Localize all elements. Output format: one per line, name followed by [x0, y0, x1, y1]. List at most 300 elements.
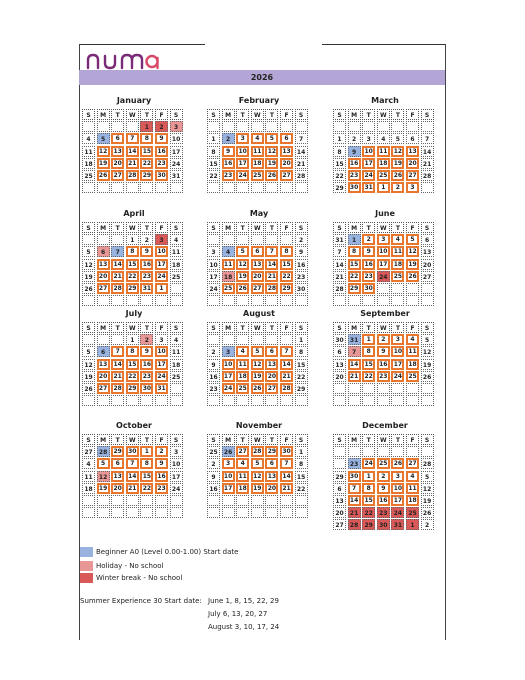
day-cell: 30	[377, 519, 390, 530]
empty-cell	[82, 121, 95, 132]
day-cell: 22	[280, 271, 293, 282]
day-cell: 15	[348, 259, 361, 270]
day-cell: 8	[280, 246, 293, 257]
day-cell: 28	[265, 283, 278, 294]
day-cell: 8	[362, 346, 375, 357]
day-cell: 27	[406, 170, 419, 181]
empty-cell	[170, 395, 183, 406]
day-cell: 1	[155, 283, 168, 294]
day-cell: 16	[207, 483, 220, 494]
day-cell: 6	[333, 483, 346, 494]
day-cell: 2	[295, 234, 308, 245]
day-cell: 31	[333, 234, 346, 245]
day-cell: 20	[97, 371, 110, 382]
day-cell: 28	[421, 170, 434, 181]
day-cell: 6	[97, 246, 110, 257]
weekday-header: W	[377, 109, 390, 120]
day-cell: 27	[97, 383, 110, 394]
empty-cell	[348, 121, 361, 132]
day-cell: 13	[265, 471, 278, 482]
day-cell: 14	[421, 146, 434, 157]
day-cell: 6	[97, 346, 110, 357]
empty-cell	[348, 295, 361, 306]
day-cell: 15	[207, 158, 220, 169]
empty-cell	[265, 395, 278, 406]
day-cell: 12	[421, 483, 434, 494]
day-cell: 22	[140, 483, 153, 494]
day-cell: 1	[295, 334, 308, 345]
day-cell: 12	[265, 146, 278, 157]
month-title: February	[238, 96, 280, 105]
day-cell: 25	[170, 371, 183, 382]
weekday-header: F	[155, 109, 168, 120]
day-cell: 11	[391, 246, 404, 257]
day-cell: 29	[140, 170, 153, 181]
day-cell: 12	[406, 246, 419, 257]
weekday-header: F	[406, 322, 419, 333]
day-cell: 26	[82, 383, 95, 394]
day-cell: 24	[391, 507, 404, 518]
weekday-header: S	[82, 434, 95, 445]
day-cell: 25	[82, 170, 95, 181]
day-cell: 16	[207, 371, 220, 382]
day-cell: 11	[82, 146, 95, 157]
day-cell: 8	[295, 346, 308, 357]
day-cell: 30	[140, 383, 153, 394]
weekday-header: S	[207, 109, 220, 120]
day-cell: 31	[170, 170, 183, 181]
empty-cell	[280, 121, 293, 132]
weekday-header: W	[377, 434, 390, 445]
day-cell: 10	[207, 259, 220, 270]
day-cell: 13	[333, 359, 346, 370]
day-cell: 26	[251, 383, 264, 394]
day-cell: 13	[97, 259, 110, 270]
day-cell: 5	[236, 246, 249, 257]
weekday-header: M	[348, 109, 361, 120]
day-cell: 18	[406, 359, 419, 370]
day-cell: 11	[170, 346, 183, 357]
empty-cell	[236, 334, 249, 345]
day-cell: 2	[377, 334, 390, 345]
empty-cell	[280, 495, 293, 506]
weekday-header: S	[207, 434, 220, 445]
empty-cell	[362, 446, 375, 457]
empty-cell	[377, 283, 390, 294]
day-cell: 12	[391, 146, 404, 157]
day-cell: 21	[295, 158, 308, 169]
day-cell: 21	[265, 271, 278, 282]
empty-cell	[265, 295, 278, 306]
empty-cell	[222, 182, 235, 193]
legend-label: Holiday - No school	[96, 562, 164, 570]
day-cell: 17	[170, 146, 183, 157]
weekday-header: T	[391, 222, 404, 233]
month-title: January	[116, 96, 152, 105]
day-cell: 26	[391, 458, 404, 469]
weekday-header: T	[140, 434, 153, 445]
day-cell: 3	[222, 458, 235, 469]
weekday-header: W	[251, 222, 264, 233]
day-cell: 7	[111, 346, 124, 357]
day-cell: 1	[362, 334, 375, 345]
day-cell: 29	[295, 383, 308, 394]
day-cell: 19	[82, 271, 95, 282]
day-cell: 1	[406, 519, 419, 530]
day-cell: 28	[295, 170, 308, 181]
day-cell: 25	[222, 283, 235, 294]
weekday-header: T	[391, 109, 404, 120]
weekday-header: S	[207, 322, 220, 333]
empty-cell	[406, 283, 419, 294]
empty-cell	[391, 121, 404, 132]
weekday-header: S	[421, 109, 434, 120]
day-cell: 9	[155, 458, 168, 469]
empty-cell	[295, 295, 308, 306]
day-cell: 16	[377, 359, 390, 370]
weekday-header: S	[207, 222, 220, 233]
empty-cell	[82, 295, 95, 306]
empty-cell	[265, 495, 278, 506]
empty-cell	[421, 295, 434, 306]
day-cell: 27	[280, 170, 293, 181]
empty-cell	[207, 395, 220, 406]
weekday-header: M	[348, 222, 361, 233]
day-cell: 29	[126, 383, 139, 394]
day-cell: 3	[236, 133, 249, 144]
day-cell: 3	[406, 182, 419, 193]
day-cell: 3	[222, 346, 235, 357]
day-cell: 13	[251, 259, 264, 270]
weekday-header: S	[421, 322, 434, 333]
day-cell: 17	[391, 495, 404, 506]
weekday-header: T	[236, 109, 249, 120]
day-cell: 3	[155, 334, 168, 345]
weekday-header: F	[406, 434, 419, 445]
empty-cell	[222, 395, 235, 406]
day-cell: 22	[348, 271, 361, 282]
empty-cell	[406, 383, 419, 394]
empty-cell	[348, 446, 361, 457]
day-cell: 30	[348, 471, 361, 482]
day-cell: 15	[333, 158, 346, 169]
day-cell: 2	[391, 182, 404, 193]
weekday-header: M	[222, 322, 235, 333]
day-cell: 14	[111, 259, 124, 270]
day-cell: 3	[155, 234, 168, 245]
day-cell: 7	[265, 246, 278, 257]
day-cell: 8	[333, 146, 346, 157]
weekday-header: F	[280, 322, 293, 333]
empty-cell	[170, 495, 183, 506]
empty-cell	[251, 234, 264, 245]
day-cell: 27	[236, 446, 249, 457]
day-cell: 16	[362, 259, 375, 270]
empty-cell	[222, 295, 235, 306]
day-cell: 17	[377, 259, 390, 270]
day-cell: 19	[97, 483, 110, 494]
day-cell: 31	[140, 283, 153, 294]
empty-cell	[97, 295, 110, 306]
empty-cell	[236, 182, 249, 193]
day-cell: 11	[222, 259, 235, 270]
day-cell: 21	[280, 483, 293, 494]
empty-cell	[362, 295, 375, 306]
empty-cell	[236, 295, 249, 306]
day-cell: 18	[82, 158, 95, 169]
empty-cell	[82, 234, 95, 245]
weekday-header: F	[280, 222, 293, 233]
day-cell: 2	[155, 121, 168, 132]
empty-cell	[111, 295, 124, 306]
day-cell: 6	[406, 133, 419, 144]
day-cell: 26	[82, 283, 95, 294]
weekday-header: T	[111, 322, 124, 333]
day-cell: 21	[348, 371, 361, 382]
day-cell: 23	[140, 371, 153, 382]
empty-cell	[377, 121, 390, 132]
day-cell: 13	[280, 146, 293, 157]
day-cell: 25	[251, 170, 264, 181]
day-cell: 30	[295, 283, 308, 294]
day-cell: 16	[377, 495, 390, 506]
day-cell: 2	[207, 346, 220, 357]
empty-cell	[333, 395, 346, 406]
empty-cell	[406, 295, 419, 306]
day-cell: 17	[362, 158, 375, 169]
day-cell: 20	[421, 259, 434, 270]
day-cell: 8	[295, 458, 308, 469]
day-cell: 2	[155, 446, 168, 457]
day-cell: 26	[421, 507, 434, 518]
day-cell: 12	[97, 471, 110, 482]
day-cell: 29	[348, 283, 361, 294]
weekday-header: F	[155, 434, 168, 445]
day-cell: 9	[207, 471, 220, 482]
day-cell: 23	[377, 371, 390, 382]
empty-cell	[236, 234, 249, 245]
weekday-header: F	[280, 109, 293, 120]
day-cell: 7	[348, 483, 361, 494]
day-cell: 31	[348, 334, 361, 345]
day-cell: 17	[207, 271, 220, 282]
day-cell: 19	[421, 359, 434, 370]
day-cell: 14	[126, 471, 139, 482]
day-cell: 4	[406, 334, 419, 345]
empty-cell	[140, 395, 153, 406]
day-cell: 19	[421, 495, 434, 506]
empty-cell	[295, 182, 308, 193]
weekday-header: S	[170, 109, 183, 120]
weekday-header: S	[170, 322, 183, 333]
day-cell: 15	[126, 259, 139, 270]
month-title: July	[125, 309, 143, 318]
day-cell: 8	[140, 458, 153, 469]
day-cell: 2	[222, 133, 235, 144]
empty-cell	[222, 495, 235, 506]
day-cell: 10	[236, 146, 249, 157]
day-cell: 19	[236, 271, 249, 282]
weekday-header: F	[406, 109, 419, 120]
day-cell: 17	[155, 359, 168, 370]
day-cell: 26	[97, 170, 110, 181]
day-cell: 22	[362, 371, 375, 382]
day-cell: 6	[265, 346, 278, 357]
weekday-header: T	[140, 322, 153, 333]
empty-cell	[111, 234, 124, 245]
day-cell: 15	[295, 471, 308, 482]
empty-cell	[207, 121, 220, 132]
day-cell: 11	[82, 471, 95, 482]
day-cell: 7	[126, 133, 139, 144]
empty-cell	[97, 395, 110, 406]
day-cell: 19	[265, 158, 278, 169]
month-title: March	[371, 96, 399, 105]
day-cell: 11	[236, 471, 249, 482]
day-cell: 14	[111, 359, 124, 370]
day-cell: 22	[126, 371, 139, 382]
empty-cell	[207, 295, 220, 306]
day-cell: 6	[111, 458, 124, 469]
weekday-header: S	[82, 109, 95, 120]
day-cell: 4	[82, 133, 95, 144]
weekday-header: M	[348, 322, 361, 333]
empty-cell	[295, 507, 308, 518]
empty-cell	[406, 395, 419, 406]
weekday-header: S	[295, 222, 308, 233]
empty-cell	[97, 507, 110, 518]
weekday-header: T	[362, 222, 375, 233]
day-cell: 5	[421, 471, 434, 482]
day-cell: 25	[236, 383, 249, 394]
weekday-header: W	[251, 322, 264, 333]
day-cell: 14	[348, 359, 361, 370]
day-cell: 18	[391, 259, 404, 270]
day-cell: 20	[265, 483, 278, 494]
day-cell: 7	[295, 133, 308, 144]
empty-cell	[155, 507, 168, 518]
day-cell: 10	[222, 471, 235, 482]
empty-cell	[236, 121, 249, 132]
day-cell: 2	[348, 133, 361, 144]
day-cell: 23	[140, 271, 153, 282]
day-cell: 20	[333, 507, 346, 518]
day-cell: 18	[236, 371, 249, 382]
day-cell: 12	[97, 146, 110, 157]
day-cell: 24	[155, 371, 168, 382]
day-cell: 22	[295, 371, 308, 382]
empty-cell	[265, 121, 278, 132]
empty-cell	[111, 121, 124, 132]
empty-cell	[265, 234, 278, 245]
weekday-header: W	[251, 109, 264, 120]
empty-cell	[82, 495, 95, 506]
day-cell: 21	[333, 271, 346, 282]
day-cell: 10	[377, 246, 390, 257]
day-cell: 27	[406, 458, 419, 469]
weekday-header: F	[155, 222, 168, 233]
weekday-header: M	[348, 434, 361, 445]
empty-cell	[421, 383, 434, 394]
day-cell: 20	[265, 371, 278, 382]
empty-cell	[391, 283, 404, 294]
day-cell: 26	[236, 283, 249, 294]
empty-cell	[140, 507, 153, 518]
day-cell: 25	[377, 170, 390, 181]
day-cell: 4	[236, 346, 249, 357]
day-cell: 7	[126, 458, 139, 469]
day-cell: 28	[251, 446, 264, 457]
empty-cell	[280, 295, 293, 306]
day-cell: 25	[406, 507, 419, 518]
day-cell: 21	[111, 271, 124, 282]
day-cell: 10	[155, 346, 168, 357]
day-cell: 3	[391, 471, 404, 482]
day-cell: 5	[391, 133, 404, 144]
day-cell: 4	[170, 334, 183, 345]
day-cell: 27	[97, 283, 110, 294]
day-cell: 23	[377, 507, 390, 518]
day-cell: 3	[362, 133, 375, 144]
empty-cell	[170, 295, 183, 306]
day-cell: 17	[391, 359, 404, 370]
day-cell: 6	[111, 133, 124, 144]
day-cell: 25	[207, 446, 220, 457]
empty-cell	[251, 295, 264, 306]
day-cell: 7	[111, 246, 124, 257]
day-cell: 23	[207, 383, 220, 394]
weekday-header: W	[251, 434, 264, 445]
empty-cell	[82, 395, 95, 406]
day-cell: 8	[126, 346, 139, 357]
day-cell: 7	[280, 458, 293, 469]
day-cell: 6	[333, 346, 346, 357]
day-cell: 8	[126, 246, 139, 257]
day-cell: 23	[155, 158, 168, 169]
day-cell: 19	[82, 371, 95, 382]
weekday-header: S	[295, 322, 308, 333]
weekday-header: S	[295, 434, 308, 445]
weekday-header: F	[280, 434, 293, 445]
day-cell: 22	[207, 170, 220, 181]
day-cell: 25	[406, 371, 419, 382]
day-cell: 1	[377, 182, 390, 193]
day-cell: 20	[111, 483, 124, 494]
day-cell: 8	[362, 483, 375, 494]
empty-cell	[333, 295, 346, 306]
day-cell: 24	[155, 271, 168, 282]
day-cell: 26	[391, 170, 404, 181]
empty-cell	[421, 395, 434, 406]
empty-cell	[362, 395, 375, 406]
empty-cell	[97, 121, 110, 132]
empty-cell	[126, 507, 139, 518]
empty-cell	[348, 395, 361, 406]
day-cell: 17	[236, 158, 249, 169]
day-cell: 6	[280, 133, 293, 144]
empty-cell	[140, 295, 153, 306]
weekday-header: S	[333, 222, 346, 233]
weekday-header: T	[265, 222, 278, 233]
day-cell: 22	[126, 271, 139, 282]
day-cell: 9	[362, 246, 375, 257]
weekday-header: W	[377, 222, 390, 233]
day-cell: 16	[222, 158, 235, 169]
day-cell: 21	[348, 507, 361, 518]
day-cell: 30	[126, 446, 139, 457]
day-cell: 7	[333, 246, 346, 257]
day-cell: 4	[406, 471, 419, 482]
